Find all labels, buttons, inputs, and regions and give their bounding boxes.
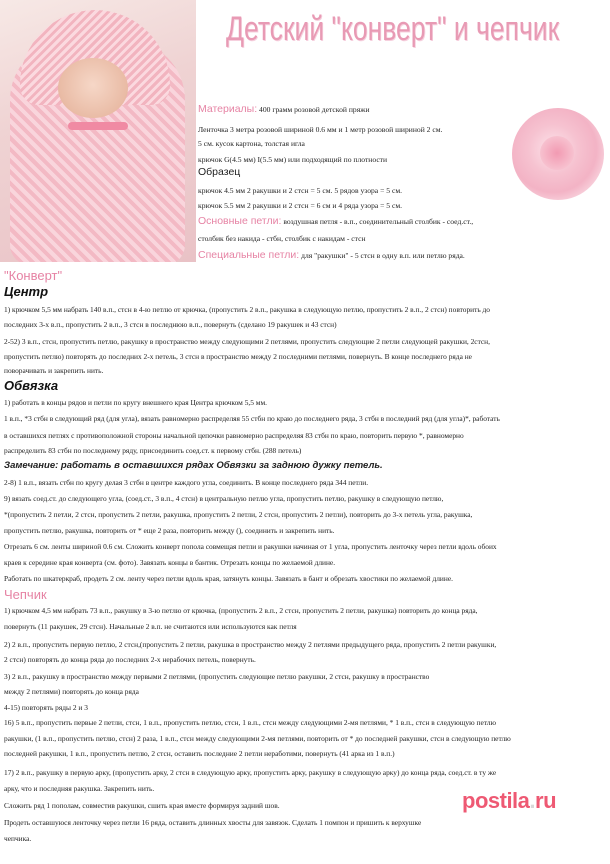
- photo-ribbon: [68, 122, 128, 130]
- materials-line-1: Материалы: 400 грамм розовой детской пряжи: [198, 103, 370, 115]
- bonnet-line-14: Продеть оставшуюся ленточку через петли 16 ряда, оставить длинных хвосты для завязок. Сделать 1 помпон и пришить к верхушке: [4, 818, 422, 827]
- bonnet-line-7: 4-15) повторять ряды 2 и 3: [4, 703, 88, 712]
- bonnet-line-13: Сложить ряд 1 пополам, совместив ракушки, сшить края вместе формируя задний шов.: [4, 801, 280, 810]
- bonnet-line-15: чепчика.: [4, 834, 32, 843]
- bonnet-line-8: 16) 5 в.п., пропустить первые 2 петли, стсн, 1 в.п., пропустить петлю, стсн, 1 в.п., стсн между следующими 2-мя петлями, * 1 в.п., стсн в следующую петлю: [4, 718, 496, 727]
- center-line-2: последних 3-х в.п., пропустить 2 в.п., 3 стсн в последнюю в.п., повернуть (сделано 19 ракушек и 43 стсн): [4, 320, 337, 329]
- basic-stitches-line-1: Основные петли: воздушная петля - в.п., соединительный столбик - соед.ст.,: [198, 215, 474, 227]
- center-line-1: 1) крючком 5,5 мм набрать 140 в.п., стсн в 4-ю петлю от крючка, (пропустить 2 в.п., ракушка в следующую петлю, пропустить 2 в.п., 2 стсн) повторить до: [4, 305, 491, 314]
- bonnet-line-2: повернуть (11 ракушек, 29 стсн). Начальные 2 в.п. не считаются или используются как петля: [4, 622, 297, 631]
- bonnet-line-1: 1) крючком 4,5 мм набрать 73 в.п., ракушку в 3-ю петлю от крючка, (пропустить 2 в.п., 2 стсн, пропустить 2 петли, ракушка) повторить до конца ряда,: [4, 606, 478, 615]
- envelope-heading: "Конверт": [4, 268, 63, 283]
- bonnet-line-9: ракушки, (1 в.п., пропустить петлю, стсн) 2 раза, 1 в.п., стсн между следующими 2-мя петлями, повторить от * до последней ракушки, стсн в следующую петлю: [4, 734, 511, 743]
- bonnet-line-4: 2 стсн) повторять до конца ряда до последних 2-х нерабочих петель, повернуть.: [4, 655, 256, 664]
- sample-line-2: крючок 5.5 мм 2 ракушки и 2 стсн = 6 см и 4 ряда узора = 5 см.: [198, 201, 403, 210]
- materials-line-2: Ленточка 3 метра розовой шириной 0.6 мм и 1 метр розовой шириной 2 см.: [198, 125, 443, 134]
- sample-line-1: крючок 4.5 мм 2 ракушки и 2 стсн = 5 см. 5 рядов узора = 5 см.: [198, 186, 403, 195]
- center-line-3: 2-52) 3 в.п., стсн, пропустить петлю, ракушку в пространство между следующими 2 петлями, пропустить следующие 2 петли следующей ракушки, 2стсн,: [4, 337, 490, 346]
- materials-line-3: 5 см. кусок картона, толстая игла: [198, 139, 305, 148]
- after-note-line-7: Работать по шкатеркраб, продеть 2 см. ленту через петли вдоль края, затянуть концы. Завязать в бант и обрезать хвостики по желаемой длине.: [4, 574, 453, 583]
- basic-stitches-label: Основные петли:: [198, 215, 282, 227]
- after-note-line-1: 2-8) 1 в.п., вязать стбн по кругу делая 3 стбн в центре каждого угла, соединить. В конце последнего ряда 344 петли.: [4, 478, 369, 487]
- bonnet-line-12: арку, что и последняя ракушка. Закрепить нить.: [4, 784, 155, 793]
- materials-line-4: крючок G(4.5 мм) I(5.5 мм) или подходящий по плотности: [198, 155, 388, 164]
- binding-heading: Обвязка: [4, 378, 59, 393]
- sample-label: Образец: [198, 166, 241, 178]
- after-note-line-5: Отрезать 6 см. ленты шириной 0.6 см. Сложить конверт попола совмещая петли и ракушки начиная от 1 угла, пропустить ленточку через петли вдоль обоих: [4, 542, 497, 551]
- rose-image: [512, 108, 604, 200]
- bonnet-line-5: 3) 2 в.п., ракушку в пространство между первыми 2 петлями, (пропустить следующие петлю ракушки, 2 стсн, ракушку в пространство: [4, 672, 430, 681]
- bonnet-line-3: 2) 2 в.п., пропустить первую петлю, 2 стсн,(пропустить 2 петли, ракушка в пространство между 2 петлями предыдущего ряда, пропустить 2 петли ракушки,: [4, 640, 497, 649]
- bonnet-heading: Чепчик: [4, 587, 47, 602]
- binding-line-3: в оставшихся петлях с противоположной стороны начальной цепочки равномерно распределяя 83 стбн по краю, повторить первую *, равномерно: [4, 431, 464, 440]
- special-stitches-line: Специальные петли: для "ракушки" - 5 стсн в одну в.п. или петлю ряда.: [198, 249, 465, 261]
- materials-label: Материалы:: [198, 103, 258, 115]
- binding-line-2: 1 в.п., *3 стбн в следующий ряд (для угла), вязать равномерно распределяя 55 стбн по краю до последнего ряда, 3 стбн в последний ряд (для угла)*, работать: [4, 414, 500, 423]
- baby-photo: [0, 0, 196, 262]
- bonnet-line-11: 17) 2 в.п., ракушку в первую арку, (пропустить арку, 2 стсн в следующую арку, пропустить арку, ракушку в следующую арку) до конца ряда, соед.ст. в ту же: [4, 768, 497, 777]
- after-note-line-3: *(пропустить 2 петли, 2 стсн, пропустить 2 петли, ракушка, пропустить 2 петли, 2 стсн, пропустить 2 петли), повторить до 3-х петель угла, ракушка,: [4, 510, 473, 519]
- center-line-4: пропустить петлю) повторять до последних 2-х петель, 3 стсн в пространство между 2 последними петлями, повернуть. В конце последнего ряда не: [4, 352, 472, 361]
- after-note-line-2: 9) вязать соед.ст. до следующего угла, (соед.ст., 3 в.п., 4 стсн) в центральную петлю угла, пропустить петлю, ракушку в следующую петлю,: [4, 494, 444, 503]
- watermark-logo: postila.ru: [462, 788, 557, 813]
- note-line: Замечание: работать в оставшихся рядах Обвязки за заднюю дужку петель.: [4, 460, 383, 471]
- basic-stitches-line-2: столбик без накида - стбн, столбик с накидам - стсн: [198, 234, 366, 243]
- center-line-5: поворачивать и закрепить нить.: [4, 366, 104, 375]
- photo-baby-face: [58, 58, 128, 118]
- center-heading: Центр: [4, 284, 49, 299]
- after-note-line-4: пропустить петлю, ракушка, повторить от * еще 2 раза, повторить между (), соединить и закрепить нить.: [4, 526, 335, 535]
- page-title: Детский "конверт" и чепчик: [226, 10, 560, 48]
- bonnet-line-10: последней ракушки, 1 в.п., пропустить петлю, 2 стсн, оставить последние 2 петли неработими, повернуть (41 арка из 1 в.п.): [4, 749, 395, 758]
- special-stitches-label: Специальные петли:: [198, 249, 300, 261]
- binding-line-1: 1) работать в концы рядов и петли по кругу внешнего края Центра крючком 5,5 мм.: [4, 398, 267, 407]
- binding-line-4: распределить 83 стбн по последнему ряду, присоединить соед.ст. к первому стбн. (288 петель): [4, 446, 302, 455]
- bonnet-line-6: между 2 петлями) повторять до конца ряда: [4, 687, 139, 696]
- after-note-line-6: краев к середине края конверта (см. фото). Завязать концы в бантик. Отрезать концы по желаемой длине.: [4, 558, 336, 567]
